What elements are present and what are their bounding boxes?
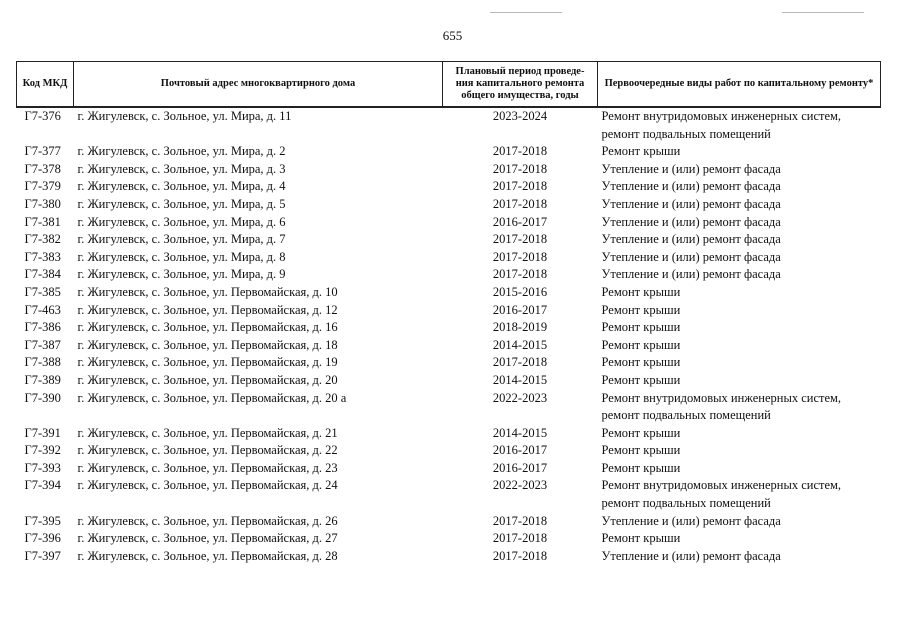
cell-period: 2017-2018 xyxy=(492,267,548,282)
cell-works: Ремонт крыши xyxy=(601,337,681,352)
cell-address: г. Жигулевск, с. Зольное, ул. Первомайская, д. 28 xyxy=(77,548,338,563)
cell-code: Г7-392 xyxy=(24,443,61,458)
cell-period: 2017-2018 xyxy=(492,249,548,264)
cell-address: г. Жигулевск, с. Зольное, ул. Мира, д. 9 xyxy=(77,267,286,282)
table-row xyxy=(17,214,881,232)
cell-code: Г7-379 xyxy=(24,179,61,194)
header-address: Почтовый адрес многоквартирного дома xyxy=(74,62,443,108)
header-code: Код МКД xyxy=(17,62,74,108)
cell-period: 2014-2015 xyxy=(492,337,548,352)
table-row xyxy=(17,372,881,390)
cell-code: Г7-388 xyxy=(24,355,61,370)
table-row xyxy=(17,143,881,161)
header-period: Плановый период проведе-ния капитального ремонта общего имущества, годы xyxy=(443,62,598,108)
table-row xyxy=(17,284,881,302)
cell-address: г. Жигулевск, с. Зольное, ул. Мира, д. 3 xyxy=(77,161,286,176)
table-row xyxy=(17,390,881,425)
cell-code: Г7-387 xyxy=(24,337,61,352)
table-body xyxy=(17,107,881,565)
cell-address: г. Жигулевск, с. Зольное, ул. Первомайская, д. 20 а xyxy=(77,390,347,405)
cell-address: г. Жигулевск, с. Зольное, ул. Первомайская, д. 23 xyxy=(77,460,338,475)
cell-works: Утепление и (или) ремонт фасада xyxy=(601,267,781,282)
cell-works: Утепление и (или) ремонт фасада xyxy=(601,196,781,211)
cell-period: 2016-2017 xyxy=(492,443,548,458)
cell-code: Г7-463 xyxy=(24,302,61,317)
cell-works: Утепление и (или) ремонт фасада xyxy=(601,161,781,176)
cell-works: Ремонт крыши xyxy=(601,144,681,159)
cell-code: Г7-386 xyxy=(24,320,61,335)
cell-code: Г7-383 xyxy=(24,249,61,264)
table-row xyxy=(17,196,881,214)
cell-address: г. Жигулевск, с. Зольное, ул. Первомайская, д. 19 xyxy=(77,355,338,370)
cell-works: Ремонт крыши xyxy=(601,460,681,475)
table-row xyxy=(17,107,881,143)
cell-works: Ремонт внутридомовых инженерных систем, ремонт подвальных помещений xyxy=(601,478,842,511)
cell-works: Ремонт крыши xyxy=(601,425,681,440)
cell-works: Ремонт крыши xyxy=(601,355,681,370)
cell-works: Ремонт внутридомовых инженерных систем, ремонт подвальных помещений xyxy=(601,390,842,423)
cell-period: 2022-2023 xyxy=(492,478,548,493)
cell-period: 2022-2023 xyxy=(492,390,548,405)
cell-works: Утепление и (или) ремонт фасада xyxy=(601,548,781,563)
cell-period: 2014-2015 xyxy=(492,372,548,387)
cell-code: Г7-376 xyxy=(24,109,61,123)
table-row xyxy=(17,425,881,443)
cell-code: Г7-390 xyxy=(24,390,61,405)
cell-code: Г7-381 xyxy=(24,214,61,229)
table-row xyxy=(17,178,881,196)
table-row xyxy=(17,161,881,179)
cell-code: Г7-377 xyxy=(24,144,61,159)
cell-period: 2016-2017 xyxy=(492,460,548,475)
cell-code: Г7-395 xyxy=(24,513,61,528)
cell-works: Утепление и (или) ремонт фасада xyxy=(601,179,781,194)
cell-code: Г7-389 xyxy=(24,372,61,387)
cell-address: г. Жигулевск, с. Зольное, ул. Первомайская, д. 16 xyxy=(77,320,338,335)
cell-code: Г7-394 xyxy=(24,478,61,493)
cell-period: 2017-2018 xyxy=(492,232,548,247)
table-row xyxy=(17,513,881,531)
cell-address: г. Жигулевск, с. Зольное, ул. Мира, д. 5 xyxy=(77,196,286,211)
table-row xyxy=(17,548,881,566)
page-number: 655 xyxy=(442,28,463,43)
table-row xyxy=(17,319,881,337)
cell-address: г. Жигулевск, с. Зольное, ул. Первомайская, д. 24 xyxy=(77,478,338,493)
cell-works: Ремонт крыши xyxy=(601,531,681,546)
cell-works: Ремонт крыши xyxy=(601,372,681,387)
cell-period: 2017-2018 xyxy=(492,548,548,563)
cell-period: 2016-2017 xyxy=(492,302,548,317)
cell-address: г. Жигулевск, с. Зольное, ул. Мира, д. 11 xyxy=(77,109,292,123)
cell-works: Утепление и (или) ремонт фасада xyxy=(601,232,781,247)
cell-code: Г7-391 xyxy=(24,425,61,440)
cell-address: г. Жигулевск, с. Зольное, ул. Мира, д. 6 xyxy=(77,214,286,229)
cell-code: Г7-382 xyxy=(24,232,61,247)
cell-address: г. Жигулевск, с. Зольное, ул. Первомайская, д. 22 xyxy=(77,443,338,458)
table-row xyxy=(17,442,881,460)
cell-address: г. Жигулевск, с. Зольное, ул. Мира, д. 8 xyxy=(77,249,286,264)
cell-period: 2017-2018 xyxy=(492,196,548,211)
table-row xyxy=(17,354,881,372)
cell-code: Г7-385 xyxy=(24,284,61,299)
cell-works: Ремонт крыши xyxy=(601,320,681,335)
cell-address: г. Жигулевск, с. Зольное, ул. Первомайская, д. 18 xyxy=(77,337,338,352)
table-row xyxy=(17,477,881,512)
cell-period: 2017-2018 xyxy=(492,531,548,546)
scan-artifact-line-right xyxy=(782,12,864,13)
cell-address: г. Жигулевск, с. Зольное, ул. Первомайская, д. 26 xyxy=(77,513,338,528)
cell-period: 2017-2018 xyxy=(492,513,548,528)
table-row xyxy=(17,302,881,320)
cell-works: Ремонт крыши xyxy=(601,302,681,317)
cell-code: Г7-397 xyxy=(24,548,61,563)
cell-address: г. Жигулевск, с. Зольное, ул. Мира, д. 4 xyxy=(77,179,286,194)
cell-code: Г7-378 xyxy=(24,161,61,176)
table-row xyxy=(17,337,881,355)
cell-code: Г7-380 xyxy=(24,196,61,211)
cell-works: Утепление и (или) ремонт фасада xyxy=(601,249,781,264)
cell-address: г. Жигулевск, с. Зольное, ул. Первомайская, д. 21 xyxy=(77,425,338,440)
cell-period: 2014-2015 xyxy=(492,425,548,440)
cell-address: г. Жигулевск, с. Зольное, ул. Первомайская, д. 10 xyxy=(77,284,338,299)
header-works: Первоочередные виды работ по капитальному ремонту* xyxy=(598,62,881,108)
cell-period: 2017-2018 xyxy=(492,144,548,159)
cell-address: г. Жигулевск, с. Зольное, ул. Мира, д. 7 xyxy=(77,232,286,247)
cell-works: Ремонт крыши xyxy=(601,443,681,458)
table-row xyxy=(17,530,881,548)
cell-address: г. Жигулевск, с. Зольное, ул. Первомайская, д. 27 xyxy=(77,531,338,546)
cell-code: Г7-396 xyxy=(24,531,61,546)
table-header xyxy=(17,62,881,108)
cell-code: Г7-393 xyxy=(24,460,61,475)
cell-works: Утепление и (или) ремонт фасада xyxy=(601,513,781,528)
cell-period: 2017-2018 xyxy=(492,179,548,194)
table-row xyxy=(17,266,881,284)
cell-code: Г7-384 xyxy=(24,267,61,282)
cell-works: Утепление и (или) ремонт фасада xyxy=(601,214,781,229)
cell-address: г. Жигулевск, с. Зольное, ул. Мира, д. 2 xyxy=(77,144,286,159)
table-row xyxy=(17,249,881,267)
cell-period: 2016-2017 xyxy=(492,214,548,229)
cell-period: 2017-2018 xyxy=(492,161,548,176)
cell-period: 2023-2024 xyxy=(492,109,548,123)
cell-works: Ремонт крыши xyxy=(601,284,681,299)
cell-period: 2017-2018 xyxy=(492,355,548,370)
cell-address: г. Жигулевск, с. Зольное, ул. Первомайская, д. 20 xyxy=(77,372,338,387)
cell-address: г. Жигулевск, с. Зольное, ул. Первомайская, д. 12 xyxy=(77,302,338,317)
cell-period: 2015-2016 xyxy=(492,284,548,299)
cell-works: Ремонт внутридомовых инженерных систем, ремонт подвальных помещений xyxy=(601,109,842,141)
capital-repair-table xyxy=(16,61,881,565)
cell-period: 2018-2019 xyxy=(492,320,548,335)
table-row xyxy=(17,231,881,249)
table-row xyxy=(17,460,881,478)
scan-artifact-line-left xyxy=(490,12,562,13)
